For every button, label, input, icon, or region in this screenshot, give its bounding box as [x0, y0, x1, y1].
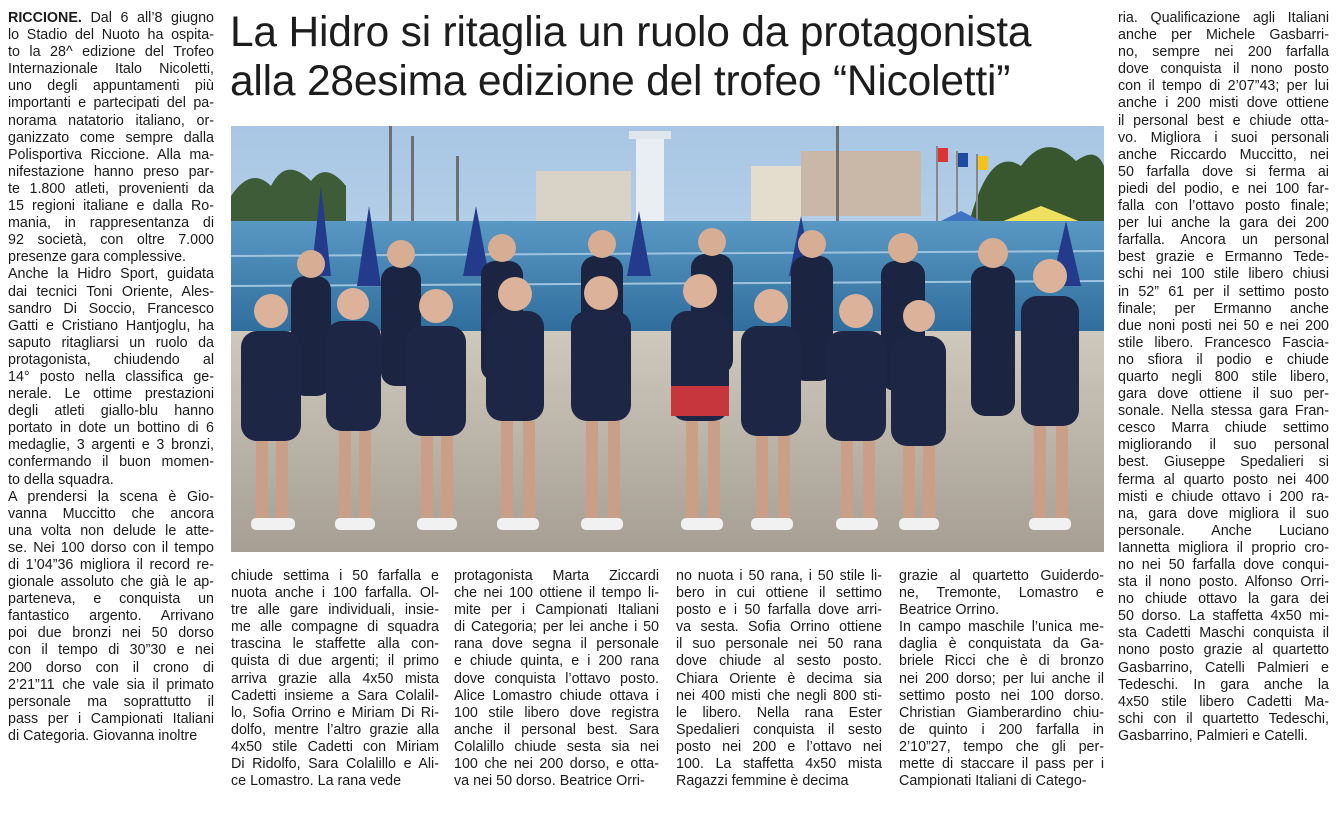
text-line-content: ferma al quarto posto nei 400	[1118, 471, 1329, 488]
text-line-content: Anche la Hidro Sport, guidata	[8, 266, 214, 283]
text-line	[8, 540, 214, 557]
text-line	[1118, 10, 1329, 27]
text-line-content: In campo maschile l’unica me-	[899, 619, 1104, 636]
text-line-content: lo, Sofia Orrino e Miriam Di Ri-	[231, 704, 439, 721]
text-line-content: tre alle gare individuali, insie-	[231, 602, 439, 619]
text-line-content: anche i 200 misti dove ottiene	[1118, 95, 1329, 112]
text-line-content: 50 dorso. La staffetta 4x50 mi-	[1118, 608, 1329, 625]
text-line	[899, 773, 1104, 790]
text-line	[454, 705, 659, 722]
text-line-content: due noni posti nei 50 e nei 200	[1118, 317, 1329, 334]
text-line	[899, 688, 1104, 705]
text-line-content: chiude settima i 50 farfalla e	[231, 568, 439, 584]
text-line-content: settimo posto nei 100 dorso.	[899, 687, 1104, 704]
text-line-content: schi nei 100 stile libero chiusi	[1118, 266, 1329, 283]
text-line	[676, 653, 882, 670]
team-photo	[231, 126, 1104, 552]
text-line-content: finale; per Ermanno anche	[1118, 300, 1329, 317]
text-line	[676, 568, 882, 585]
text-line-content: misti e chiude ottavo i 200 ra-	[1118, 488, 1329, 505]
text-line	[899, 739, 1104, 756]
dateline-kicker: RICCIONE.	[8, 10, 82, 26]
text-line-content: 100 che nei 200 dorso, e otta-	[454, 756, 659, 773]
text-line	[676, 585, 882, 602]
text-line-content: trascina le staffette alla con-	[231, 636, 439, 653]
text-line	[8, 677, 214, 694]
text-line	[1118, 249, 1329, 266]
text-line	[231, 671, 439, 688]
text-line-content: personale ma soprattutto il	[8, 693, 214, 710]
text-line-content: to la 28^ edizione del Trofeo	[8, 44, 214, 61]
text-line-content: in 52” 61 per il settimo posto	[1118, 283, 1329, 300]
text-line	[454, 585, 659, 602]
text-line	[899, 722, 1104, 739]
text-line-content: Beatrice Orrino.	[899, 602, 1000, 619]
text-line-content: gara dove ottiene il suo per-	[1118, 386, 1329, 403]
text-line-content: Iannetta migliora il proprio cro-	[1118, 539, 1329, 556]
article-column-3	[454, 568, 659, 790]
text-line-content: 2’21”11 che vale sia il primato	[8, 676, 214, 693]
text-line	[8, 113, 214, 130]
text-line	[676, 739, 882, 756]
text-line	[1118, 147, 1329, 164]
text-line-content: 14° posto nella classifica ge-	[8, 368, 214, 385]
text-line	[8, 318, 214, 335]
text-line-content: posto nei 200 e l’ottavo nei	[676, 738, 882, 755]
text-line	[8, 10, 214, 27]
text-line-content: 92 società, con oltre 7.000	[8, 232, 214, 249]
text-line	[1118, 198, 1329, 215]
text-line-content: quarto negli 800 stile libero,	[1118, 368, 1329, 385]
text-line	[899, 653, 1104, 670]
text-line	[1118, 44, 1329, 61]
text-line-content: mania, in rappresentanza di	[8, 215, 214, 232]
text-line-content: farfalla. Ancora un personal	[1118, 232, 1329, 249]
text-line	[676, 619, 882, 636]
text-line	[1118, 181, 1329, 198]
text-line	[8, 403, 214, 420]
text-line-content: 100. La staffetta 4x50 mista	[676, 756, 882, 773]
text-line	[676, 602, 882, 619]
text-line	[8, 27, 214, 44]
text-line	[899, 568, 1104, 585]
text-line-content: confermando il buon momen-	[8, 454, 214, 471]
text-line-content: no nuota i 50 rana, i 50 stile li-	[676, 568, 882, 584]
text-line	[8, 454, 214, 471]
text-line-content: di 1’04”36 migliora il record re-	[8, 557, 214, 573]
text-line	[1118, 232, 1329, 249]
text-line-content: 200 dorso con il crono di	[8, 659, 214, 676]
text-line-content: per lui anche la gara dei 200	[1118, 215, 1329, 232]
text-line	[1118, 95, 1329, 112]
text-line	[231, 705, 439, 722]
text-line-content: medaglie, 3 argenti e 3 bronzi,	[8, 437, 214, 454]
text-line-content: 100 stile libero dove registra	[454, 704, 659, 721]
text-line-content: Chiara Oriente è decima sia	[676, 670, 882, 687]
text-line-content: Christian Giamberardino chiu-	[899, 704, 1104, 721]
text-line	[8, 147, 214, 164]
article-column-1	[8, 10, 214, 745]
text-line-content: Polisportiva Riccione. Alla ma-	[8, 146, 214, 163]
text-line-content: dove conquista l’ottavo posto.	[454, 670, 659, 687]
text-line	[1118, 78, 1329, 95]
text-line	[899, 636, 1104, 653]
headline-line-1: La Hidro si ritaglia un ruolo da protagonista	[230, 9, 1032, 56]
text-line-content: Tedeschi. In gara anche la	[1118, 676, 1329, 693]
text-line	[1118, 728, 1329, 745]
text-line-content: il personal best e chiude otta-	[1118, 112, 1329, 129]
text-line	[1118, 574, 1329, 591]
text-line-content: nei 400 misti che negli 800 sti-	[676, 687, 882, 704]
text-line	[8, 608, 214, 625]
text-line	[8, 266, 214, 283]
text-line	[1118, 318, 1329, 335]
text-line	[1118, 489, 1329, 506]
text-line-content: stile libero. Francesco Fascia-	[1118, 334, 1329, 351]
text-line-content: piedi del podio, e nei 100 far-	[1118, 180, 1329, 197]
text-line	[1118, 523, 1329, 540]
text-line	[1118, 403, 1329, 420]
text-line-content: na, gara dove migliora il suo	[1118, 505, 1329, 522]
text-line-content: quista di due argenti; il primo	[231, 653, 439, 670]
text-line	[454, 688, 659, 705]
text-line	[8, 369, 214, 386]
text-line-content: 2’10”27, tempo che gli per-	[899, 738, 1104, 755]
text-line	[454, 722, 659, 739]
text-line	[8, 232, 214, 249]
text-line-content: con il tempo di 30”30 e nei	[8, 642, 214, 659]
text-line	[8, 352, 214, 369]
text-line	[8, 660, 214, 677]
text-line-content: 15 regioni italiane e dalla Ro-	[8, 198, 214, 215]
text-line	[8, 591, 214, 608]
text-line	[1118, 369, 1329, 386]
text-line	[1118, 454, 1329, 471]
text-line	[1118, 215, 1329, 232]
text-line-content: Di Ridolfo, Sara Colalillo e Ali-	[231, 756, 439, 773]
text-line	[8, 198, 214, 215]
text-line	[8, 711, 214, 728]
text-line	[231, 585, 439, 602]
text-line-content: protagonista Marta Ziccardi	[454, 568, 659, 584]
text-line-content: de quinto i 200 farfalla in	[899, 721, 1104, 738]
text-line-content: vo. Migliora i suoi personali	[1118, 129, 1329, 146]
text-line-content: Colalillo chiude sesta sia nei	[454, 738, 659, 755]
text-line-content: ria. Qualificazione agli Italiani	[1118, 10, 1329, 26]
text-line	[1118, 284, 1329, 301]
text-line-content: best grazie e Ermanno Tede-	[1118, 249, 1329, 266]
text-line-content: no sfiora il podio e chiude	[1118, 351, 1329, 368]
text-line	[1118, 420, 1329, 437]
text-line	[8, 130, 214, 147]
text-line-content: Cadetti insieme a Sara Colalil-	[231, 687, 439, 704]
text-line	[1118, 506, 1329, 523]
text-line-content: Gatti e Cristiano Hantjoglu, ha	[8, 317, 214, 334]
text-line	[676, 671, 882, 688]
text-line	[231, 619, 439, 636]
text-line	[231, 636, 439, 653]
text-line-content: il suo personale nei 50 rana	[676, 636, 882, 653]
text-line-content: schi con il quartetto Tedeschi,	[1118, 710, 1329, 727]
text-line-content: una volta non delude le atte-	[8, 522, 214, 539]
text-line	[1118, 557, 1329, 574]
text-line-content: mette di staccare il pass per i	[899, 756, 1104, 773]
text-line-content: sta il nono posto. Alfonso Orri-	[1118, 574, 1329, 591]
text-line-content: Dal 6 all’8 giugno	[90, 10, 214, 26]
text-line	[899, 602, 1104, 619]
article-column-4	[676, 568, 882, 790]
text-line	[231, 722, 439, 739]
text-line	[8, 642, 214, 659]
text-line-content: norama natatorio italiano, or-	[8, 112, 214, 129]
text-line-content: posto e i 50 farfalla dove arri-	[676, 602, 882, 619]
text-line	[8, 523, 214, 540]
text-line	[8, 437, 214, 454]
text-line-content: ganizzato come sempre dalla	[8, 129, 214, 146]
text-line-content: anche Riccardo Muccitto, nei	[1118, 146, 1329, 163]
text-line-content: di Categoria. Giovanna inoltre	[8, 727, 198, 744]
text-line-content: no nei 50 farfalla dove conqui-	[1118, 557, 1329, 573]
text-line-content: degli atleti giallo-blu hanno	[8, 403, 214, 420]
text-line-content: parteneva, e conquista un	[8, 591, 214, 608]
text-line-content: di Categoria; per lei anche i 50	[454, 619, 659, 636]
text-line	[454, 773, 659, 790]
text-line	[1118, 540, 1329, 557]
text-line	[1118, 335, 1329, 352]
text-line-content: va sesta. Sofia Orrino ottiene	[676, 619, 882, 636]
text-line-content: gionale assoluto che già le ap-	[8, 574, 214, 591]
headline-line-2: alla 28esima edizione del trofeo “Nicoletti”	[230, 58, 1011, 105]
article-column-5	[899, 568, 1104, 790]
text-line-content: briele Ricci che è di bronzo	[899, 653, 1104, 670]
text-line-content: presenze gara complessive.	[8, 249, 187, 266]
text-line	[454, 568, 659, 585]
text-line-content: falla con l’ottavo posto finale;	[1118, 198, 1329, 215]
text-line-content: poi due bronzi nei 50 dorso	[8, 625, 214, 642]
text-line	[1118, 660, 1329, 677]
text-line-content: nuota anche i 100 farfalla. Ol-	[231, 585, 439, 602]
text-line-content: sta Cadetti Maschi conquista il	[1118, 625, 1329, 642]
text-line-content: grazie al quartetto Guiderdo-	[899, 568, 1104, 584]
text-line-content: dove conquista il nono posto	[1118, 61, 1329, 78]
text-line	[231, 756, 439, 773]
text-line	[8, 44, 214, 61]
text-line-content: best. Giuseppe Spedalieri si	[1118, 454, 1329, 471]
text-line-content: le libero. Nella rana Ester	[676, 704, 882, 721]
text-line-content: migliorando il suo personal	[1118, 437, 1329, 454]
text-line-content: Internazionale Italo Nicoletti,	[8, 61, 214, 78]
text-line-content: arriva grazie alla 4x50 mista	[231, 670, 439, 687]
text-line	[454, 739, 659, 756]
text-line-content: Alice Lomastro chiude ottava i	[454, 687, 659, 704]
text-line	[899, 585, 1104, 602]
text-line	[676, 773, 882, 790]
text-line	[231, 773, 439, 790]
text-line-content: bero in cui ottiene il settimo	[676, 585, 882, 602]
text-line	[1118, 591, 1329, 608]
text-line	[1118, 694, 1329, 711]
text-line-content: daglia è conquistata da Ga-	[899, 636, 1104, 653]
team-photo-illustration	[231, 126, 1104, 552]
text-line	[899, 756, 1104, 773]
text-line-content: nei 200 dorso; per lui anche il	[899, 670, 1104, 687]
text-line	[676, 688, 882, 705]
text-line-content: sandro Di Soccio, Francesco	[8, 300, 214, 317]
text-line	[1118, 164, 1329, 181]
text-line-content: me alle compagne di squadra	[231, 619, 439, 636]
text-line-content: ne, Tremonte, Lomastro e	[899, 585, 1104, 602]
text-line-content: Gasbarrino, Catelli Palmieri e	[1118, 659, 1329, 676]
text-line-content: Campionati Italiani di Catego-	[899, 773, 1087, 790]
text-line	[1118, 625, 1329, 642]
text-line	[8, 249, 214, 266]
text-line-content: A prendersi la scena è Gio-	[8, 488, 214, 505]
text-line	[8, 625, 214, 642]
text-line	[8, 301, 214, 318]
text-line	[8, 284, 214, 301]
text-line	[231, 688, 439, 705]
text-line	[899, 705, 1104, 722]
text-line-content: con il tempo di 2’07”43; per lui	[1118, 78, 1329, 95]
text-line-content: te 1.800 atleti, provenienti da	[8, 180, 214, 197]
text-line	[8, 61, 214, 78]
text-line-content: dove chiude al sesto posto.	[676, 653, 882, 670]
text-line	[1118, 642, 1329, 659]
text-line-content: Gasbarrino, Palmieri e Catelli.	[1118, 727, 1308, 744]
text-line-content: nerale. Le ottime prestazioni	[8, 386, 214, 403]
text-line	[8, 574, 214, 591]
text-line-content: Ragazzi femmine è decima	[676, 773, 849, 790]
text-line	[1118, 130, 1329, 147]
text-line-content: to della squadra.	[8, 471, 114, 488]
text-line	[8, 215, 214, 232]
text-line-content: importanti e partecipati del pa-	[8, 95, 214, 112]
text-line-content: portato in dote un bottino di 6	[8, 420, 214, 437]
text-line-content: dolfo, mentre l’altro grazie alla	[231, 721, 439, 738]
text-line	[1118, 711, 1329, 728]
text-line	[1118, 352, 1329, 369]
text-line	[8, 472, 214, 489]
text-line-content: anche per Michele Gasbarri-	[1118, 27, 1329, 44]
text-line-content: saputo ritagliarsi un ruolo da	[8, 334, 214, 351]
text-line	[8, 728, 214, 745]
text-line-content: dai tecnici Toni Oriente, Ales-	[8, 283, 214, 300]
headline	[230, 8, 1110, 106]
text-line	[1118, 386, 1329, 403]
text-line	[8, 181, 214, 198]
text-line-content: mite per i Campionati Italiani	[454, 602, 659, 619]
text-line	[676, 722, 882, 739]
text-line-content: uno degli appuntamenti più	[8, 78, 214, 95]
article-column-2	[231, 568, 439, 790]
text-line-content: personale. Anche Luciano	[1118, 522, 1329, 539]
text-line-content: fantastico argento. Arrivano	[8, 608, 214, 625]
text-line	[454, 756, 659, 773]
text-line	[8, 557, 214, 574]
text-line-content: lo Stadio del Nuoto ha ospita-	[8, 27, 214, 44]
article-column-6	[1118, 10, 1329, 745]
text-line-content: che nei 100 ottiene il tempo li-	[454, 585, 659, 602]
text-line	[676, 756, 882, 773]
text-line-content: pass per i Campionati Italiani	[8, 710, 214, 727]
text-line-content: se. Nei 100 dorso con il tempo	[8, 539, 214, 556]
text-line	[8, 489, 214, 506]
text-line	[1118, 266, 1329, 283]
text-line	[1118, 677, 1329, 694]
text-line	[1118, 113, 1329, 130]
text-line	[899, 671, 1104, 688]
text-line	[454, 602, 659, 619]
text-line-content: sonale. Nella stessa gara Fran-	[1118, 403, 1329, 420]
text-line	[454, 671, 659, 688]
text-line	[1118, 472, 1329, 489]
text-line	[899, 619, 1104, 636]
text-line-content: e chiude quinta, e i 200 rana	[454, 653, 659, 670]
text-line	[8, 420, 214, 437]
text-line	[454, 636, 659, 653]
text-line	[8, 164, 214, 181]
text-line	[1118, 608, 1329, 625]
text-line	[454, 619, 659, 636]
text-line	[8, 95, 214, 112]
text-line	[8, 335, 214, 352]
text-line	[8, 506, 214, 523]
text-line-content: no chiude ottavo la gara dei	[1118, 591, 1329, 608]
text-line	[1118, 61, 1329, 78]
text-line	[231, 568, 439, 585]
text-line	[676, 705, 882, 722]
text-line-content: 4x50 stile Cadetti con Miriam	[231, 738, 439, 755]
text-line-content: nifestazione hanno preso par-	[8, 163, 214, 180]
text-line	[231, 653, 439, 670]
text-line	[1118, 437, 1329, 454]
text-line	[8, 694, 214, 711]
text-line	[231, 602, 439, 619]
text-line-content: rana dove segna il personale	[454, 636, 659, 653]
text-line	[8, 386, 214, 403]
text-line-content: no, sempre nei 200 farfalla	[1118, 44, 1329, 61]
text-line-content: cesco Marra chiude settimo	[1118, 420, 1329, 437]
text-line	[454, 653, 659, 670]
text-line-content: vanna Muccitto che ancora	[8, 505, 214, 522]
text-line	[1118, 301, 1329, 318]
text-line-content: va nei 50 dorso. Beatrice Orri-	[454, 773, 645, 790]
text-line	[231, 739, 439, 756]
text-line-content: Spedalieri conquista il sesto	[676, 721, 882, 738]
text-line	[676, 636, 882, 653]
text-line-content: 4x50 stile libero Cadetti Ma-	[1118, 693, 1329, 710]
text-line-content: nono posto grazie al quartetto	[1118, 642, 1329, 659]
text-line-content: 50 farfalla dove si ferma ai	[1118, 163, 1329, 180]
text-line-content: protagonista, chiudendo al	[8, 351, 214, 368]
text-line-content: ce Lomastro. La rana vede	[231, 773, 402, 790]
text-line-content: anche il personal best. Sara	[454, 721, 659, 738]
text-line	[1118, 27, 1329, 44]
text-line	[8, 78, 214, 95]
